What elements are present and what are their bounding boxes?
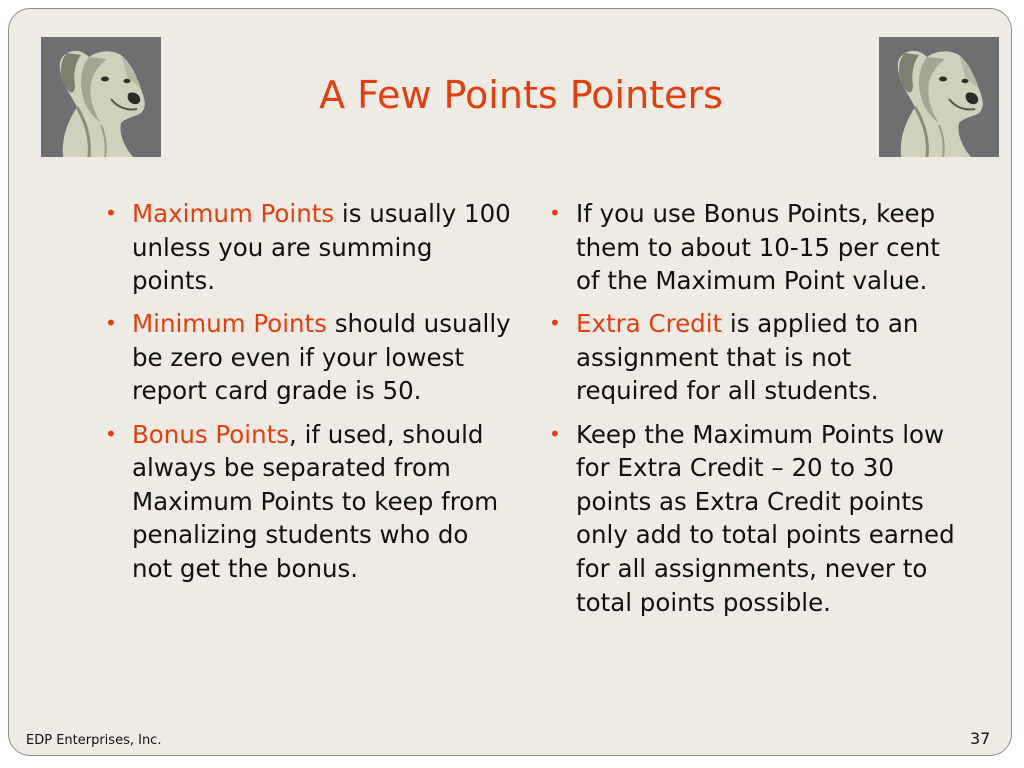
bullet-icon: •: [105, 421, 117, 446]
bullet-item: [549, 307, 959, 408]
highlight-term: Minimum Points: [132, 309, 327, 339]
highlight-term: Bonus Points: [132, 419, 290, 449]
bullet-item: [549, 418, 959, 620]
bullet-item: [549, 197, 959, 298]
bullet-text: If you use Bonus Points, keep them to about 10-15 per cent of the Maximum Point value.: [576, 199, 940, 296]
slide-title: A Few Points Pointers: [319, 73, 723, 117]
bullet-item: [105, 307, 513, 408]
highlight-term: Extra Credit: [576, 309, 723, 339]
bullet-text: Keep the Maximum Points low for Extra Credit – 20 to 30 points as Extra Credit points only add to total points earned for all assignments, never to total points possible.: [576, 419, 955, 617]
bullet-icon: •: [549, 201, 561, 225]
bullet-text: is usually 100 unless you are summing points.: [132, 199, 511, 296]
bullet-text: should usually be zero even if your lowest report card grade is 50.: [132, 309, 511, 406]
bullet-icon: •: [549, 311, 561, 336]
left-column: [105, 197, 513, 595]
bullet-icon: •: [549, 421, 561, 446]
dog-portrait-icon: [41, 37, 161, 157]
slide: [8, 8, 1012, 756]
bullet-icon: •: [105, 201, 117, 225]
bullet-text: is applied to an assignment that is not required for all students.: [576, 309, 919, 406]
dog-portrait-icon: [879, 37, 999, 157]
footer-text: EDP Enterprises, Inc.: [26, 733, 162, 748]
bullet-item: [105, 197, 513, 298]
page-number: 37: [970, 729, 991, 748]
bullet-text: , if used, should always be separated from Maximum Points to keep from penalizing students who do not get the bonus.: [132, 419, 499, 583]
right-column: [549, 197, 959, 629]
highlight-term: Maximum Points: [132, 199, 335, 228]
bullet-icon: •: [105, 311, 117, 336]
bullet-item: [105, 418, 513, 586]
